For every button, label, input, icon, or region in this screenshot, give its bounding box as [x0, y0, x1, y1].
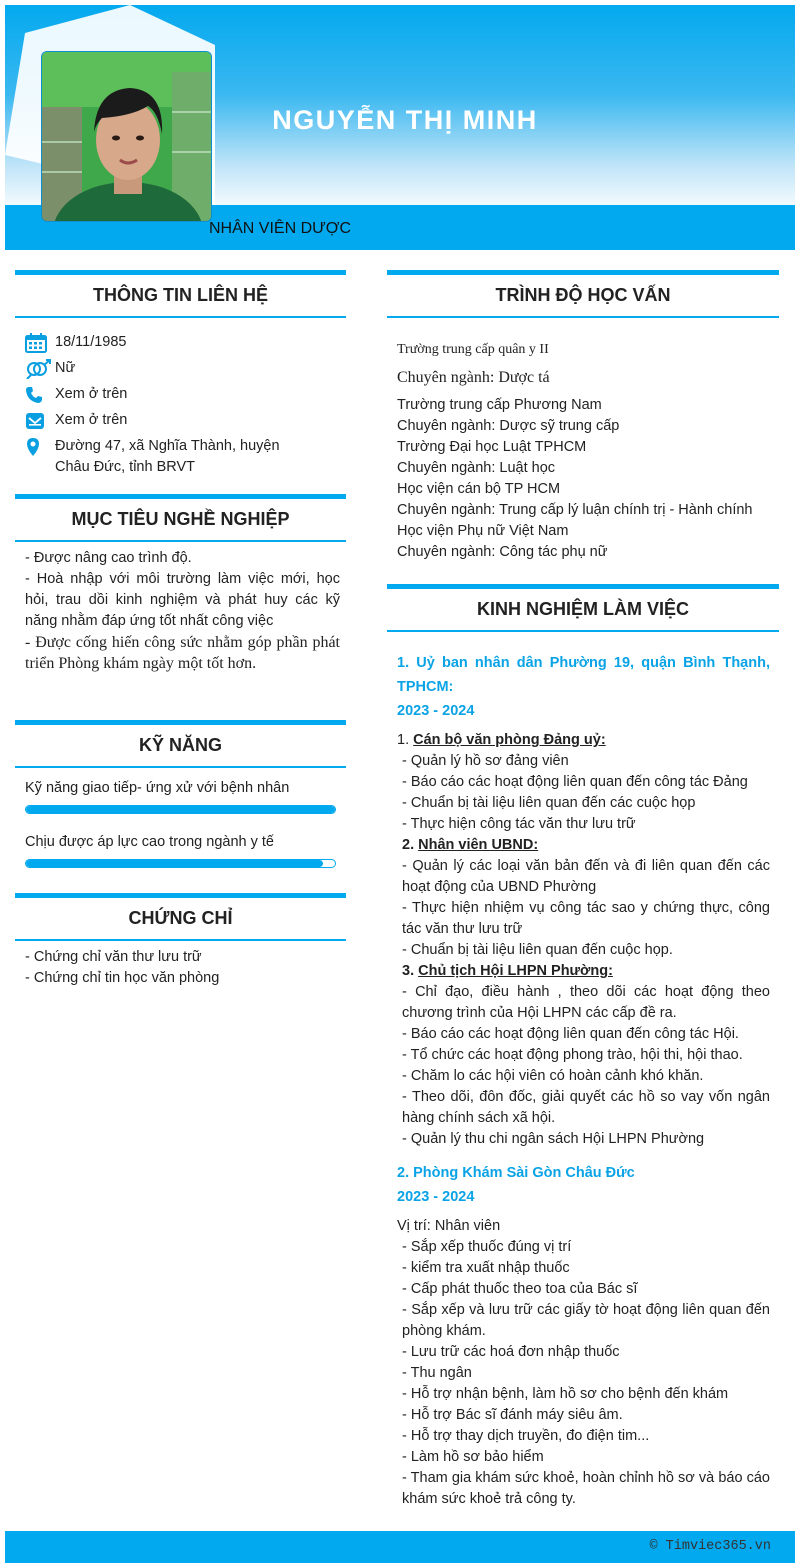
role2-item: - Quản lý các loại văn bản đến và đi liên quan đến các hoạt động của UBND Phường: [402, 858, 770, 895]
job2-item: - Sắp xếp và lưu trữ các giấy tờ hoạt động liên quan đến phòng khám.: [402, 1302, 770, 1339]
role2-item: - Chuẩn bị tài liệu liên quan đến cuộc họp.: [402, 942, 673, 958]
section-experience-heading: KINH NGHIỆM LÀM VIỆC: [387, 584, 779, 632]
edu-line: Chuyên ngành: Trung cấp lý luận chính trị - Hành chính: [397, 502, 753, 518]
contact-email: [25, 410, 315, 431]
role1-item: - Thực hiện công tác văn thư lưu trữ: [402, 816, 636, 832]
role3-title: Chủ tịch Hội LHPN Phường:: [418, 963, 613, 979]
edu-major: Chuyên ngành: Dược tá: [397, 369, 550, 386]
job2-item: - Hỗ trợ thay dịch truyền, đo điện tim...: [402, 1428, 650, 1444]
location-icon: [25, 436, 55, 457]
skill-fill: [26, 860, 323, 867]
cv-page: [5, 5, 795, 1563]
job2-item: - Cấp phát thuốc theo toa của Bác sĩ: [402, 1281, 638, 1297]
gender-icon: [25, 358, 55, 379]
job2-title: 2. Phòng Khám Sài Gòn Châu Đức: [397, 1165, 635, 1181]
job1-heading: [397, 651, 770, 723]
edu-line: Chuyên ngành: Dược sỹ trung cấp: [397, 418, 620, 434]
edu-line: Học viện cán bộ TP HCM: [397, 481, 561, 497]
job2-item: - Hỗ trợ nhận bệnh, làm hồ sơ cho bệnh đến khám: [402, 1386, 729, 1402]
skill-bar: [25, 859, 336, 868]
edu-school: Trường trung cấp quân y II: [397, 342, 549, 357]
role3-item: - Tổ chức các hoạt động phong trào, hội thi, hội thao.: [402, 1047, 743, 1063]
job2-item: - Lưu trữ các hoá đơn nhập thuốc: [402, 1344, 620, 1360]
objective-line: - Hoà nhập với môi trường làm việc mới, học hỏi, trau dồi kinh nghiệm và phát huy các kỹ năng nhằm đáp ứng tốt nhất công việc: [25, 571, 340, 629]
avatar: [41, 51, 212, 222]
edu-line: Học viện Phụ nữ Việt Nam: [397, 523, 569, 539]
contact-gender: [25, 358, 315, 379]
footer-credit[interactable]: © Timviec365.vn: [649, 1539, 771, 1554]
role3-item: - Báo cáo các hoạt động liên quan đến công tác Hội.: [402, 1026, 739, 1042]
skill-fill: [26, 806, 335, 813]
role3-heading: 3. Chủ tịch Hội LHPN Phường:: [402, 963, 613, 979]
certs-list: [25, 947, 340, 989]
contact-dob: [25, 332, 315, 353]
job1-title: 1. Uỷ ban nhân dân Phường 19, quận Bình Thạnh, TPHCM:: [397, 655, 770, 695]
role1-item: - Báo cáo các hoạt động liên quan đến công tác Đảng: [402, 774, 748, 790]
edu-list: [397, 395, 777, 563]
role3-item: - Chăm lo các hội viên có hoàn cảnh khó khăn.: [402, 1068, 704, 1084]
address-value: Đường 47, xã Nghĩa Thành, huyện Châu Đức, tỉnh BRVT: [55, 438, 280, 475]
skill-bar: [25, 805, 336, 814]
role3-item: - Chỉ đạo, điều hành , theo dõi các hoạt động theo chương trình của Hội LHPN các cấp đề ra.: [402, 984, 770, 1021]
skill-label: Kỹ năng giao tiếp- ứng xử với bệnh nhân: [25, 780, 290, 796]
role1-item: - Chuẩn bị tài liệu liên quan đến các cuộc họp: [402, 795, 696, 811]
job2-item: - Sắp xếp thuốc đúng vị trí: [402, 1239, 572, 1255]
job2-item: - Tham gia khám sức khoẻ, hoàn chỉnh hồ sơ và báo cáo khám sức khoẻ trả công ty.: [402, 1470, 770, 1507]
skill-label: Chịu được áp lực cao trong ngành y tế: [25, 834, 274, 850]
edu-line: Chuyên ngành: Luật học: [397, 460, 556, 476]
job1-body: [397, 730, 770, 1150]
objective-line: - Được nâng cao trình độ.: [25, 550, 192, 566]
gender-value: Nữ: [55, 360, 76, 376]
section-contact-heading: THÔNG TIN LIÊN HỆ: [15, 270, 346, 318]
job2-item: - kiểm tra xuất nhập thuốc: [402, 1260, 570, 1276]
job2-position: Vị trí: Nhân viên: [397, 1218, 501, 1234]
role2-title: Nhân viên UBND:: [418, 837, 539, 853]
edu-line: Chuyên ngành: Công tác phụ nữ: [397, 544, 608, 560]
cv-header: [5, 5, 795, 250]
cert-item: - Chứng chỉ tin học văn phòng: [25, 970, 220, 986]
role1-title: Cán bộ văn phòng Đảng uỷ:: [413, 732, 606, 748]
role1-item: - Quản lý hồ sơ đảng viên: [402, 753, 569, 769]
role3-item: - Quản lý thu chi ngân sách Hội LHPN Phường: [402, 1131, 705, 1147]
job2-body: [397, 1216, 770, 1510]
section-education-heading: TRÌNH ĐỘ HỌC VẤN: [387, 270, 779, 318]
section-certs-heading: CHỨNG CHỈ: [15, 893, 346, 941]
phone-value[interactable]: Xem ở trên: [55, 386, 128, 402]
job2-heading: [397, 1161, 770, 1209]
role2-item: - Thực hiện nhiệm vụ công tác sao y chứng thực, công tác văn thư lưu trữ: [402, 900, 770, 937]
cert-item: - Chứng chỉ văn thư lưu trữ: [25, 949, 202, 965]
section-skills-heading: KỸ NĂNG: [15, 720, 346, 768]
contact-phone: [25, 384, 315, 405]
phone-icon: [25, 384, 55, 405]
dob-value: 18/11/1985: [55, 334, 127, 350]
job2-item: - Hỗ trợ Bác sĩ đánh máy siêu âm.: [402, 1407, 623, 1423]
contact-address: [25, 436, 315, 478]
job1-period: 2023 - 2024: [397, 703, 475, 719]
role2-heading: 2. Nhân viên UBND:: [402, 837, 539, 853]
email-icon: [25, 410, 55, 431]
edu-line: Trường trung cấp Phương Nam: [397, 397, 602, 413]
edu-line: Trường Đại học Luật TPHCM: [397, 439, 587, 455]
job2-item: - Làm hồ sơ bảo hiểm: [402, 1449, 544, 1465]
objective-line: - Được cống hiến công sức nhằm góp phần phát triển Phòng khám ngày một tốt hơn.: [25, 634, 340, 672]
footer: [5, 1531, 795, 1563]
section-objective-heading: MỤC TIÊU NGHỀ NGHIỆP: [15, 494, 346, 542]
email-value[interactable]: Xem ở trên: [55, 412, 128, 428]
objective-text: [25, 548, 340, 674]
candidate-name: NGUYỄN THỊ MINH: [272, 105, 538, 135]
job2-item: - Thu ngân: [402, 1365, 472, 1381]
job2-period: 2023 - 2024: [397, 1189, 475, 1205]
calendar-icon: [25, 332, 55, 353]
job-title: NHÂN VIÊN DƯỢC: [209, 220, 352, 237]
role3-item: - Theo dõi, đôn đốc, giải quyết các hồ so vay vốn ngân hàng chính sách xã hội.: [402, 1089, 770, 1126]
role1-heading: 1. Cán bộ văn phòng Đảng uỷ:: [397, 732, 606, 748]
